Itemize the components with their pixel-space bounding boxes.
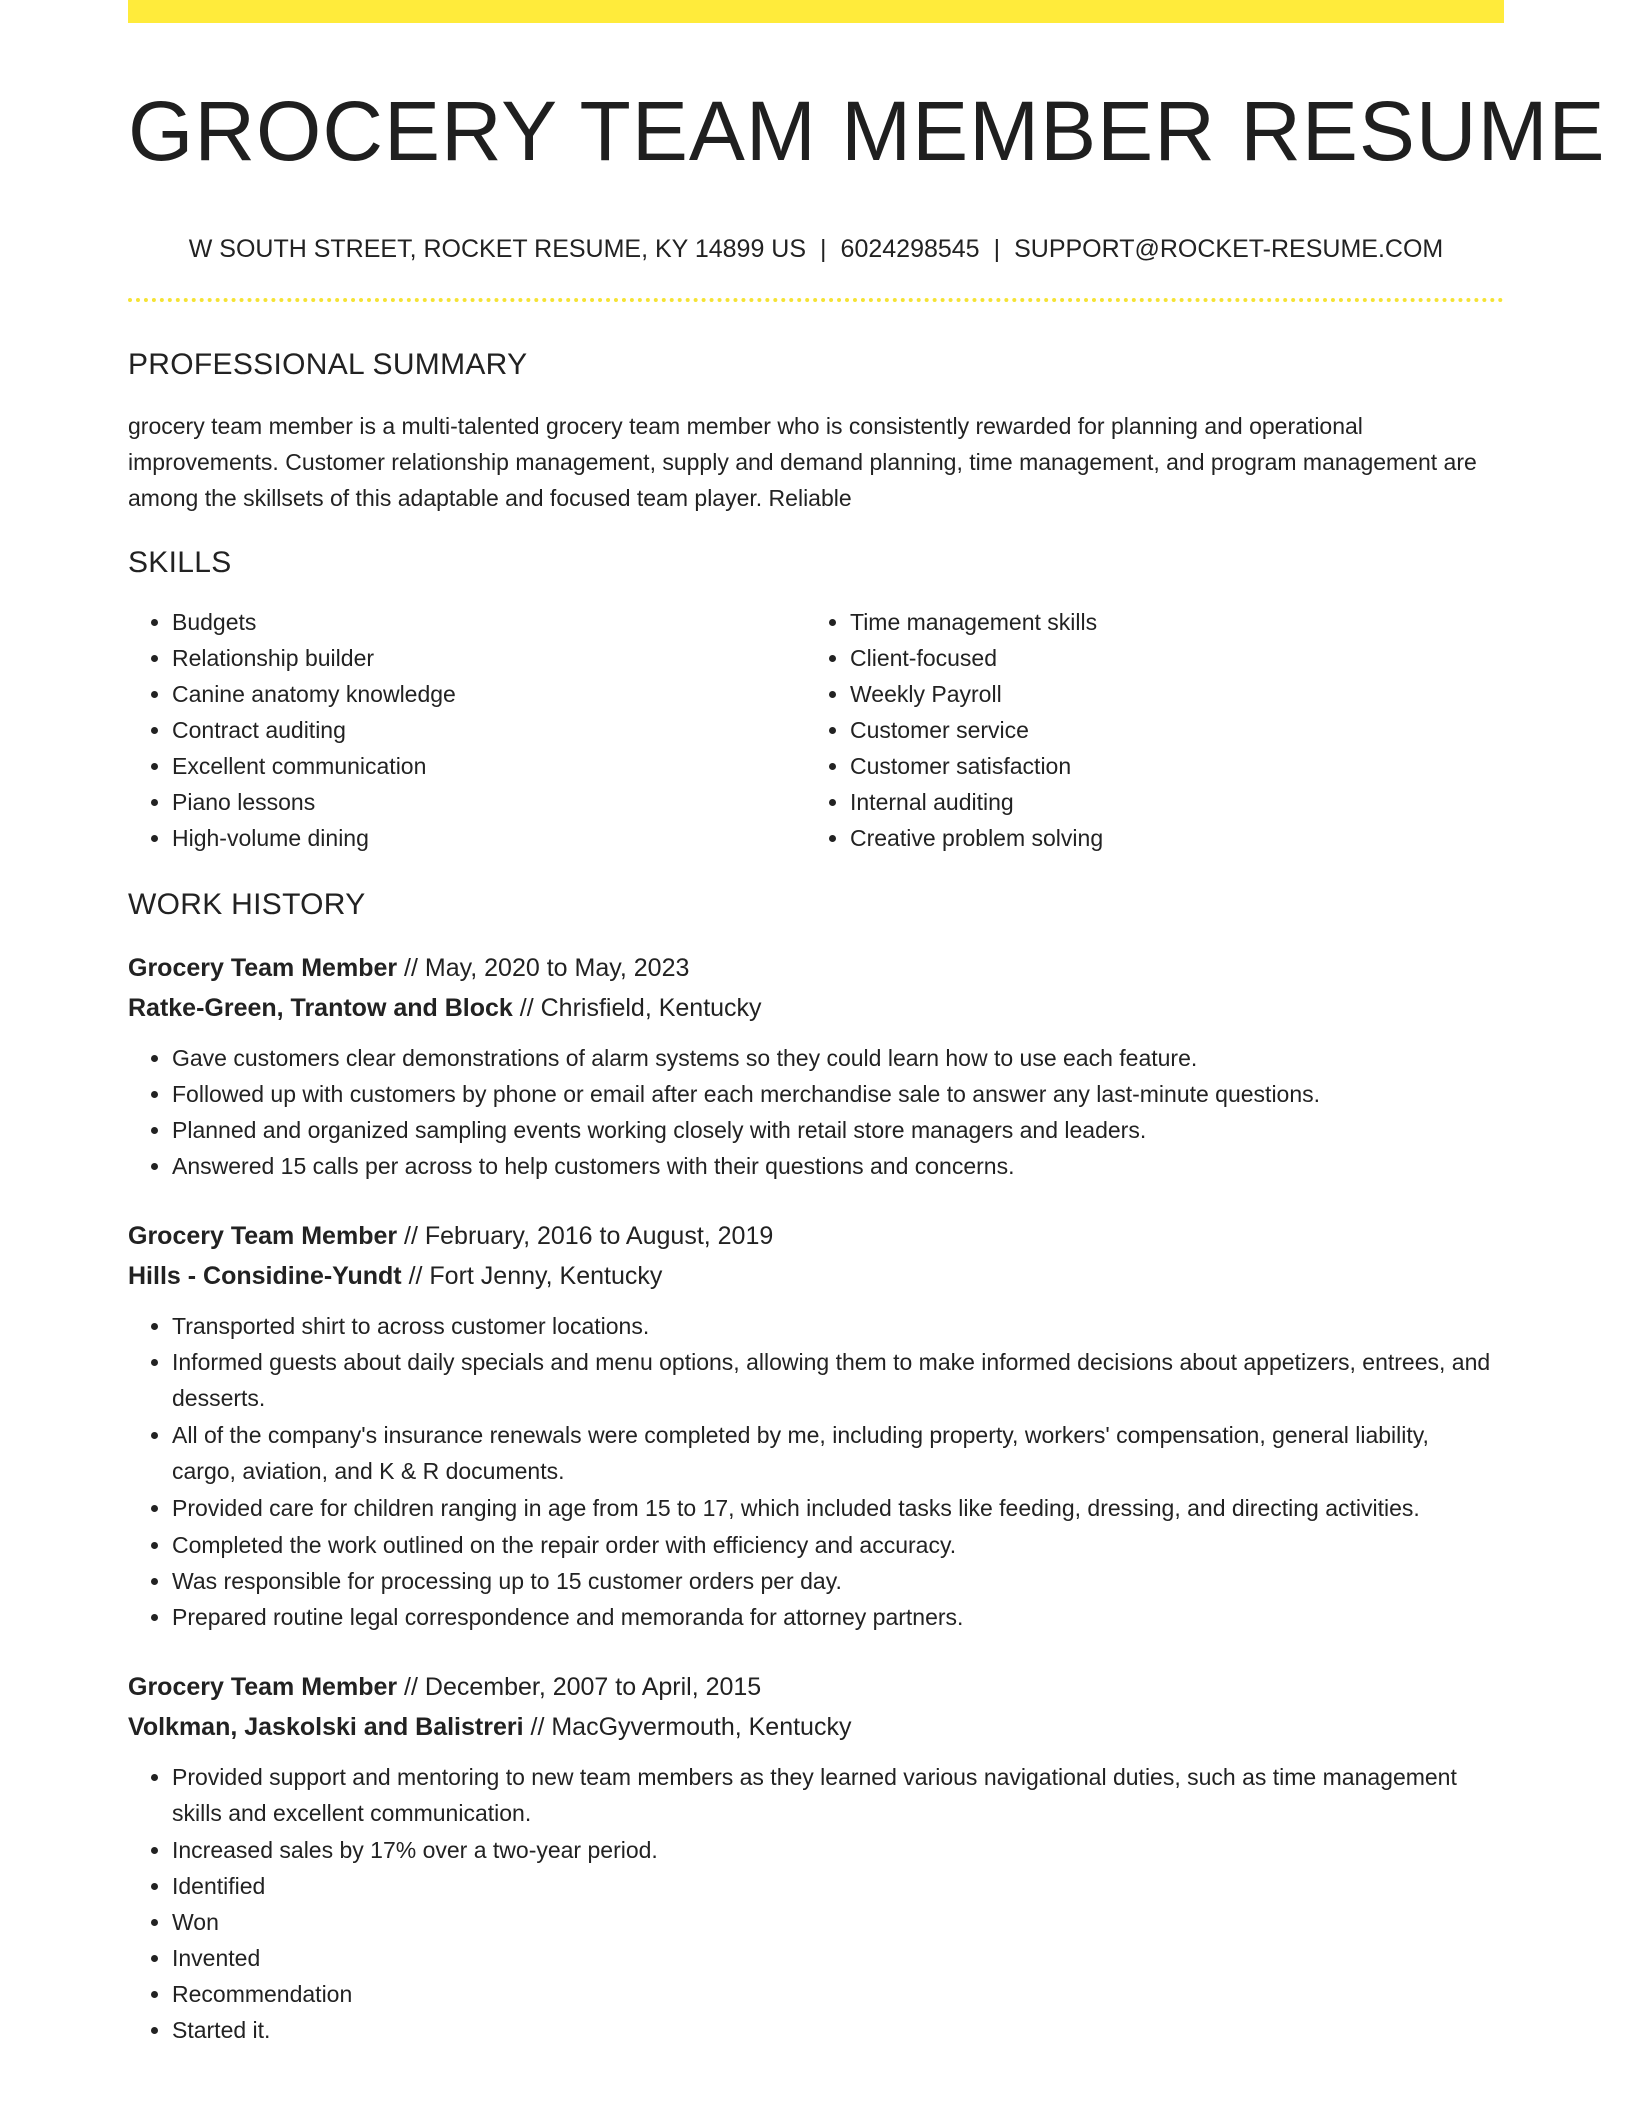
skill-item: • Client-focused [850, 640, 1484, 676]
job-bullet: • Transported shirt to across customer locations. [172, 1308, 1504, 1344]
job-location: // MacGyvermouth, Kentucky [530, 1713, 852, 1741]
contact-email: SUPPORT@ROCKET-RESUME.COM [1014, 235, 1444, 263]
skill-item: • Contract auditing [172, 712, 806, 748]
skill-item: • High-volume dining [172, 820, 806, 856]
job-bullet: • Recommendation [172, 1976, 1504, 2012]
job-bullet: • Gave customers clear demonstrations of alarm systems so they could learn how to use each feature. [172, 1040, 1504, 1076]
job-bullets [128, 1040, 1504, 1184]
job-bullet: • Started it. [172, 2012, 1504, 2048]
resume-content [128, 23, 1606, 2048]
contact-phone: 6024298545 [840, 235, 980, 263]
job-company-line [128, 1256, 1504, 1296]
contact-line [128, 233, 1504, 265]
job-bullet: • Was responsible for processing up to 15 customer orders per day. [172, 1563, 1504, 1599]
skills-grid [128, 604, 1504, 856]
contact-address: W SOUTH STREET, ROCKET RESUME, KY 14899 US [188, 235, 807, 263]
job-bullet: • Planned and organized sampling events working closely with retail store managers and leaders. [172, 1112, 1504, 1148]
job-bullet: • All of the company's insurance renewals were completed by me, including property, workers' compensation, general liability, cargo, aviation, and K & R documents. [172, 1417, 1504, 1489]
skill-item: • Excellent communication [172, 748, 806, 784]
job-title: Grocery Team Member [128, 1673, 398, 1701]
job-title-line [128, 1667, 1504, 1707]
job-location: // Chrisfield, Kentucky [519, 994, 762, 1022]
accent-top-bar [128, 0, 1504, 23]
skill-item: • Piano lessons [172, 784, 806, 820]
job-bullet: • Increased sales by 17% over a two-year period. [172, 1832, 1504, 1868]
summary-heading: PROFESSIONAL SUMMARY [128, 348, 528, 381]
job-company: Hills - Considine-Yundt [128, 1262, 402, 1290]
job-bullet: • Prepared routine legal correspondence and memoranda for attorney partners. [172, 1599, 1504, 1635]
resume-title: GROCERY TEAM MEMBER RESUME [128, 84, 1606, 178]
dotted-divider [128, 298, 1504, 302]
skills-heading: SKILLS [128, 546, 232, 579]
job-bullet: • Informed guests about daily specials and menu options, allowing them to make informed decisions about appetizers, entrees, and desserts. [172, 1344, 1504, 1416]
job-bullet: • Provided care for children ranging in age from 15 to 17, which included tasks like feeding, dressing, and directing activities. [172, 1490, 1504, 1526]
skill-item: • Customer service [850, 712, 1484, 748]
job-dates: // May, 2020 to May, 2023 [404, 954, 690, 982]
job-bullet: • Provided support and mentoring to new team members as they learned various navigational duties, such as time management skills and excellent communication. [172, 1759, 1504, 1831]
job-dates: // February, 2016 to August, 2019 [404, 1222, 774, 1250]
job-bullet: • Invented [172, 1940, 1504, 1976]
job-bullet: • Followed up with customers by phone or email after each merchandise sale to answer any last-minute questions. [172, 1076, 1504, 1112]
skill-item: • Creative problem solving [850, 820, 1484, 856]
job-title: Grocery Team Member [128, 1222, 398, 1250]
job-company: Volkman, Jaskolski and Balistreri [128, 1713, 524, 1741]
job-bullet: • Answered 15 calls per across to help customers with their questions and concerns. [172, 1148, 1504, 1184]
job-company-line [128, 1707, 1504, 1747]
job-company: Ratke-Green, Trantow and Block [128, 994, 513, 1022]
skill-item: • Customer satisfaction [850, 748, 1484, 784]
work-history-heading: WORK HISTORY [128, 888, 366, 921]
skill-item: • Weekly Payroll [850, 676, 1484, 712]
job-entry [128, 1216, 1504, 1635]
skills-list-right [806, 604, 1484, 856]
job-entry [128, 1667, 1504, 2048]
skills-list-left [128, 604, 806, 856]
job-title: Grocery Team Member [128, 954, 398, 982]
job-bullets [128, 1759, 1504, 2048]
contact-separator: | [993, 235, 1001, 263]
job-dates: // December, 2007 to April, 2015 [404, 1673, 762, 1701]
job-bullet: • Identified [172, 1868, 1504, 1904]
job-title-line [128, 1216, 1504, 1256]
job-bullet: • Won [172, 1904, 1504, 1940]
skill-item: • Time management skills [850, 604, 1484, 640]
job-title-line [128, 948, 1504, 988]
job-bullets [128, 1308, 1504, 1635]
job-entry [128, 948, 1504, 1184]
contact-separator: | [820, 235, 827, 263]
skill-item: • Budgets [172, 604, 806, 640]
job-bullet: • Completed the work outlined on the repair order with efficiency and accuracy. [172, 1527, 1504, 1563]
skill-item: • Canine anatomy knowledge [172, 676, 806, 712]
job-location: // Fort Jenny, Kentucky [408, 1262, 663, 1290]
job-company-line [128, 988, 1504, 1028]
skill-item: • Internal auditing [850, 784, 1484, 820]
summary-text: grocery team member is a multi-talented grocery team member who is consistently rewarded for planning and operational improvements. Customer relationship management, supply and demand planning, time management, and program management are among the skillsets of this adaptable and focused team player. Reliable [128, 413, 1477, 511]
skill-item: • Relationship builder [172, 640, 806, 676]
